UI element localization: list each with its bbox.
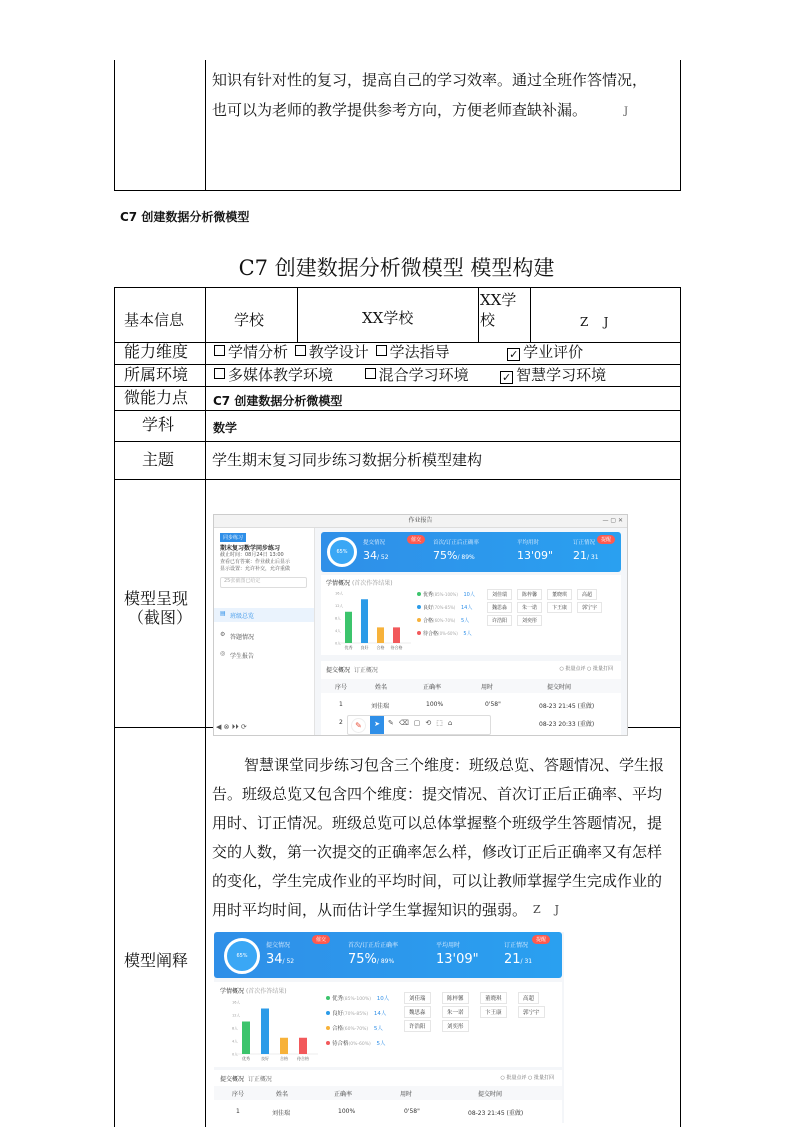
stat-label: 首次/订正后正确率 [433,540,479,546]
checked-checkbox[interactable]: ✓ [509,348,519,361]
checkbox[interactable] [214,345,225,356]
mark: Z J [533,903,560,916]
student-name[interactable]: 卞王康 [480,1006,507,1018]
annotation-toolbar [347,715,491,735]
table-cell: 08-23 20:33 (重做) [539,721,595,728]
pager-icons[interactable]: ◀ ⊗ ⏵⏵ ⟳ [216,723,247,731]
table-border [680,60,681,191]
stat-value: 75%/ 89% [348,952,395,967]
y-tick-label: 16人 [335,591,343,596]
student-name[interactable]: 魏思淼 [487,602,512,613]
env-options: 多媒体教学环境 混合学习环境 ✓ 智慧学习环境 [212,361,606,389]
student-name[interactable]: 许浩阳 [404,1020,431,1032]
stat-label: 平均用时 [517,540,540,546]
table-border [114,287,115,1127]
level-dot-icon [417,618,421,622]
level-row[interactable]: 合格(60%-70%) 5人 [417,617,469,624]
performance-bar-chart [325,587,413,653]
performance-panel [214,982,562,1067]
level-row[interactable]: 待合格(0%-60%) 5人 [326,1039,386,1047]
topic-label: 主题 [142,450,175,469]
submit-gauge: 65% [327,537,357,567]
bar-良好 [361,599,368,643]
screenshot-label: 模型呈现 [124,589,189,608]
explanation-line: 用时、订正情况。班级总览可以总体掌握整个班级学生答题情况，提 [212,814,663,832]
section-heading: C7 创建数据分析微模型 [120,210,250,224]
stat-label: 订正情况 [573,540,596,546]
table-cell: 08-23 21:45 (重做) [468,1110,524,1117]
bar-良好 [261,1009,269,1055]
x-tick-label: 优秀 [344,645,353,650]
performance-bar-chart [220,996,320,1064]
student-name[interactable]: 朱一诺 [442,1006,469,1018]
column-header[interactable]: 提交时间 [547,684,572,691]
student-name[interactable]: 许浩阳 [487,615,512,626]
bar-优秀 [242,1022,250,1055]
bar-优秀 [345,612,352,643]
y-tick-label: 8人 [335,616,341,621]
student-name[interactable]: 陈梓馨 [442,992,469,1004]
stat-value: 21/ 31 [504,952,533,967]
level-row[interactable]: 合格(60%-70%) 5人 [326,1024,383,1032]
table-cell[interactable]: 刘佳瑞 [371,703,390,710]
stat-label: 首次/订正后正确率 [348,942,399,949]
bar-合格 [280,1038,288,1054]
school-label: 学校 [234,311,265,329]
remind-submit-button[interactable]: 催交 [407,535,425,544]
basic-info-label: 基本信息 [124,311,185,329]
student-name[interactable]: 董晓琪 [480,992,507,1004]
info-line: 截止时间：08月24日 13:00 [220,552,284,558]
window-title: 作业报告 [214,515,627,528]
table-cell: 100% [426,701,444,708]
stats-banner [321,532,621,572]
student-icon: ◎ [220,650,226,657]
student-name[interactable]: 董晓琪 [547,589,572,600]
level-row[interactable]: 良好(70%-85%) 14人 [326,1009,386,1017]
school-value-right: XX学 [480,291,517,309]
column-header[interactable]: 序号 [232,1091,245,1098]
batch-options[interactable]: ○ 批量点评 ○ 批量打回 [500,1075,554,1081]
column-header[interactable]: 用时 [400,1091,413,1098]
table-cell: 0'58" [485,701,501,708]
answers-icon: ⚙ [220,631,226,638]
nav-item-overview[interactable] [214,608,314,622]
table-border [114,60,115,191]
student-name[interactable]: 高超 [577,589,597,600]
column-header[interactable]: 正确率 [334,1091,353,1098]
nav-item-answers[interactable] [214,629,314,643]
table-border [205,60,206,191]
student-name[interactable]: 卞王康 [547,602,572,613]
table-title: 提交概况 订正概况 [220,1076,272,1083]
panel-title: 学情概况 (首次作答结果) [220,988,287,995]
info-line: 显示设置：允许补交，允许重做 [220,566,291,572]
stat-value: 34/ 52 [363,549,389,562]
student-name[interactable]: 刘佳瑞 [487,589,512,600]
topic-value: 学生期末复习同步练习数据分析模型建构 [212,451,483,469]
level-dot-icon [326,1041,330,1045]
explanation-line: 的变化，学生完成作业的平均时间，可以让教师掌握学生完成作业的 [212,872,663,890]
mark: J [624,106,629,117]
remind-fix-button[interactable]: 提醒 [597,535,615,544]
stat-label: 提交情况 [266,942,291,949]
stat-label: 订正情况 [504,942,529,949]
info-line: 查看已有答案：作业截止后显示 [220,559,291,565]
level-dot-icon [417,631,421,635]
student-name[interactable]: 刘奕彤 [442,1020,469,1032]
y-tick-label: 8人 [232,1026,238,1031]
y-tick-label: 4人 [335,629,341,633]
assignment-title: 期末复习数学同步练习 [220,545,281,552]
remind-submit-button[interactable]: 催交 [312,935,330,944]
school-value: XX学校 [362,309,414,327]
table-cell: 0'58" [404,1108,420,1115]
brush-icon[interactable]: ✎ [351,718,366,733]
level-dot-icon [417,605,421,609]
explanation-line: 用时平均时间，从而估计学生掌握知识的强弱。 [212,901,528,919]
micro-label: 微能力点 [124,388,189,407]
batch-options[interactable]: ○ 批量点评 ○ 批量打回 [559,666,613,672]
stat-value: 75%/ 89% [433,549,475,562]
checkbox[interactable] [295,345,306,356]
micro-value: C7 创建数据分析微模型 [213,394,343,408]
table-border [205,287,206,1127]
student-name[interactable]: 郭宁宇 [577,602,602,613]
table-cell[interactable]: 刘佳瑞 [272,1110,291,1117]
nav-label: 班级总览 [230,613,255,620]
panel-title: 学情概况 (首次作答结果) [326,580,393,587]
student-name[interactable]: 魏思淼 [404,1006,431,1018]
x-tick-label: 合格 [280,1056,288,1061]
level-row[interactable]: 优秀(85%-100%) 10人 [326,994,389,1002]
nav-label: 学生报告 [230,653,255,660]
level-dot-icon [417,592,421,596]
x-tick-label: 待合格 [390,645,403,650]
column-header[interactable]: 姓名 [375,684,388,691]
checkbox[interactable] [365,368,376,379]
stat-value: 13'09" [436,952,479,967]
tool-icons[interactable]: ✎⌫▢⟲⬚⌂ [388,719,458,727]
table-cell: 08-23 21:45 (重做) [539,703,595,710]
env-label: 所属环境 [124,365,189,384]
checked-checkbox[interactable]: ✓ [502,371,512,384]
subject-value: 数学 [213,421,238,435]
document-title: C7 创建数据分析微模型 模型构建 [238,256,555,280]
student-name[interactable]: 陈梓馨 [517,589,542,600]
x-tick-label: 良好 [261,1056,269,1061]
school-value-right: 校 [480,311,496,329]
stat-label: 提交情况 [363,540,386,546]
y-tick-label: 0人 [335,641,341,646]
level-row[interactable]: 良好(70%-85%) 14人 [417,604,472,611]
x-tick-label: 优秀 [242,1056,250,1061]
table-cell: 2 [339,719,343,726]
stat-label: 平均用时 [436,942,461,949]
level-row[interactable]: 优秀(85%-100%) 10人 [417,591,475,598]
table-cell: 100% [338,1108,356,1115]
y-tick-label: 16人 [232,1000,240,1005]
ability-label: 能力维度 [124,342,189,361]
paragraph-line: 知识有针对性的复习，提高自己的学习效率。通过全班作答情况， [212,71,648,89]
column-header[interactable]: 提交时间 [478,1091,503,1098]
performance-panel [321,575,621,655]
student-name[interactable]: 郭宁宇 [518,1006,545,1018]
table-border [478,287,479,342]
stats-banner [214,932,562,978]
table-cell: 1 [339,701,343,708]
x-tick-label: 待合格 [297,1056,309,1061]
student-name[interactable]: 刘佳瑞 [404,992,431,1004]
stat-value: 21/ 31 [573,549,599,562]
table-border [297,287,298,342]
table-border [114,287,681,288]
student-name[interactable]: 朱一诺 [517,602,542,613]
table-border [114,479,681,480]
submission-table [214,1070,562,1123]
table-title: 提交概况 订正概况 [326,667,378,674]
explanation-line: 告。班级总览又包含四个维度：提交情况、首次订正后正确率、平均 [212,785,663,803]
bar-合格 [377,627,384,643]
y-tick-label: 12人 [335,604,343,608]
checkbox[interactable] [214,368,225,379]
nav-label: 答题情况 [230,634,255,641]
table-border [114,410,681,411]
overview-icon: ▤ [220,610,226,617]
level-dot-icon [326,996,330,1000]
mark: Z J [580,315,609,329]
student-name[interactable]: 刘奕彤 [517,615,542,626]
pointer-icon[interactable]: ➤ [370,716,384,734]
stat-value: 34/ 52 [266,952,295,967]
y-tick-label: 4人 [232,1039,238,1044]
table-border [680,287,681,1127]
nav-item-students[interactable] [214,648,314,662]
table-border [114,441,681,442]
table-border [114,190,681,191]
table-border [530,287,531,342]
type-tag: 同步练习 [220,533,246,542]
level-row[interactable]: 待合格(0%-60%) 5人 [417,630,472,637]
explanation-line: 智慧课堂同步练习包含三个维度：班级总览、答题情况、学生报 [244,756,665,774]
submit-gauge: 65% [224,938,260,974]
bar-待合格 [299,1038,307,1054]
level-dot-icon [326,1026,330,1030]
student-name[interactable]: 高超 [518,992,539,1004]
table-cell: 1 [236,1108,240,1115]
column-header[interactable]: 正确率 [423,684,442,691]
window-controls-icon[interactable]: — ▢ ✕ [602,517,623,524]
sidebar [214,528,315,735]
stat-value: 13'09" [517,549,554,562]
explanation-line: 交的人数，第一次提交的正确率怎么样，修改订正后正确率又有怎样 [212,843,663,861]
report-screenshot [213,514,628,736]
y-tick-label: 0人 [232,1052,238,1057]
screenshot-label: （截图） [128,608,193,627]
column-header[interactable]: 用时 [481,684,494,691]
paragraph-line: 也可以为老师的教学提供参考方向，方便老师查缺补漏。 [212,101,588,119]
search-input[interactable]: 25张截图已给定 [220,577,307,588]
overview-screenshot [214,932,564,1123]
x-tick-label: 合格 [376,645,385,650]
column-header[interactable]: 姓名 [276,1091,289,1098]
checkbox[interactable] [376,345,387,356]
subject-label: 学科 [142,415,175,434]
remind-fix-button[interactable]: 提醒 [532,935,550,944]
bar-待合格 [393,627,400,643]
column-header[interactable]: 序号 [335,684,348,691]
x-tick-label: 良好 [360,645,369,650]
level-dot-icon [326,1011,330,1015]
ability-options: 学情分析 教学设计 学法指导 ✓ 学业评价 [212,338,583,366]
explain-label: 模型阐释 [124,951,189,970]
y-tick-label: 12人 [232,1013,240,1018]
